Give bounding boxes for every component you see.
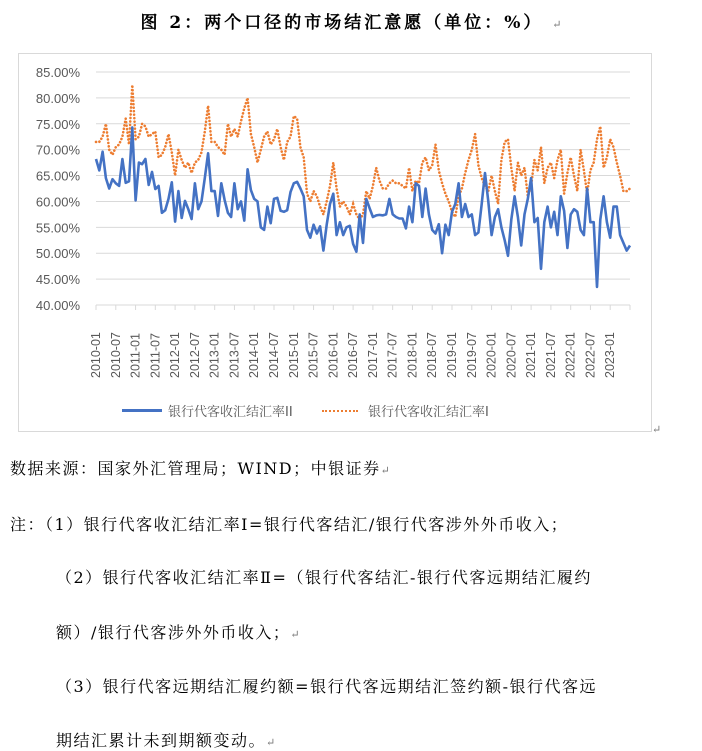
paragraph-mark-icon: ↵ [266, 736, 277, 749]
x-tick-label: 2016-01 [326, 332, 341, 378]
chart-legend [0, 401, 702, 421]
x-tick-label: 2013-01 [207, 332, 222, 378]
note-2-line-2-text: 额）/银行代客涉外外币收入； [56, 623, 291, 642]
y-tick-label: 60.00% [35, 194, 80, 210]
y-tick-label: 75.00% [35, 116, 80, 132]
x-tick-label: 2014-01 [247, 332, 262, 378]
x-tick-label: 2019-01 [445, 332, 459, 378]
x-tick-label: 2012-07 [187, 332, 202, 378]
x-tick-label: 2011-07 [148, 333, 163, 378]
paragraph-mark-icon: ↵ [652, 423, 662, 436]
x-tick-label: 2022-01 [563, 332, 578, 378]
x-tick-label: 2018-01 [405, 332, 420, 378]
x-tick-label: 2013-07 [227, 332, 242, 378]
data-source [10, 456, 391, 479]
x-tick-label: 2011-01 [128, 333, 143, 378]
y-tick-label: 45.00% [35, 272, 80, 288]
note-2-line-2 [56, 620, 301, 643]
y-tick-label: 85.00% [35, 65, 80, 80]
y-tick-label: 80.00% [35, 90, 80, 106]
note-2-line-1: （2）银行代客收汇结汇率Ⅱ=（银行代客结汇-银行代客远期结汇履约 [56, 568, 592, 587]
legend-dotted-line-icon [322, 410, 358, 412]
series-rate-i-line [96, 85, 630, 220]
chart-gridlines [96, 72, 630, 305]
x-tick-label: 2010-01 [89, 332, 103, 378]
note-3-line-1: （3）银行代客远期结汇履约额=银行代客远期结汇签约额-银行代客远 [56, 677, 597, 696]
x-tick-label: 2015-07 [306, 332, 321, 378]
x-axis-tick-labels [89, 332, 617, 378]
legend-label-rate-ii: 银行代客收汇结汇率II [168, 405, 293, 420]
legend-item-rate-ii [122, 401, 293, 420]
x-tick-label: 2020-07 [504, 332, 519, 378]
x-tick-label: 2017-01 [365, 332, 380, 378]
y-tick-label: 50.00% [35, 246, 80, 262]
y-tick-label: 65.00% [35, 168, 80, 184]
note-1: 注：（1）银行代客收汇结汇率Ⅰ=银行代客结汇/银行代客涉外外币收入； [10, 515, 569, 534]
note-3-line-2-text: 期结汇累计未到期额变动。 [56, 731, 267, 750]
x-tick-label: 2017-07 [385, 332, 400, 378]
x-tick-label: 2022-07 [583, 332, 598, 378]
data-source-text: 数据来源：国家外汇管理局；WIND；中银证券 [10, 459, 381, 478]
x-tick-label: 2012-01 [168, 332, 183, 378]
legend-label-rate-i: 银行代客收汇结汇率I [368, 405, 489, 420]
x-tick-label: 2015-01 [286, 332, 301, 378]
y-tick-label: 70.00% [35, 142, 80, 158]
paragraph-mark-icon: ↵ [552, 18, 562, 31]
x-tick-label: 2019-07 [464, 332, 479, 378]
figure-title-text: 图 2：两个口径的市场结汇意愿（单位：%） [140, 13, 544, 33]
y-axis-ticks [36, 65, 81, 313]
x-axis [96, 305, 630, 310]
x-tick-label: 2023-01 [603, 332, 618, 378]
legend-item-rate-i [322, 401, 489, 420]
paragraph-mark-icon: ↵ [290, 628, 302, 641]
x-tick-label: 2014-07 [267, 332, 281, 378]
x-tick-label: 2010-07 [108, 332, 123, 378]
x-tick-label: 2020-01 [484, 332, 499, 378]
note-3-line-2 [56, 728, 277, 751]
paragraph-mark-icon: ↵ [380, 464, 392, 477]
x-tick-label: 2021-01 [524, 332, 539, 378]
legend-solid-line-icon [122, 409, 162, 412]
x-tick-label: 2016-07 [346, 332, 361, 378]
x-tick-label: 2018-07 [425, 332, 440, 378]
series-rate-ii-line [96, 127, 630, 287]
x-tick-label: 2021-07 [543, 332, 558, 378]
y-tick-label: 55.00% [35, 220, 80, 236]
y-tick-label: 40.00% [35, 298, 80, 313]
